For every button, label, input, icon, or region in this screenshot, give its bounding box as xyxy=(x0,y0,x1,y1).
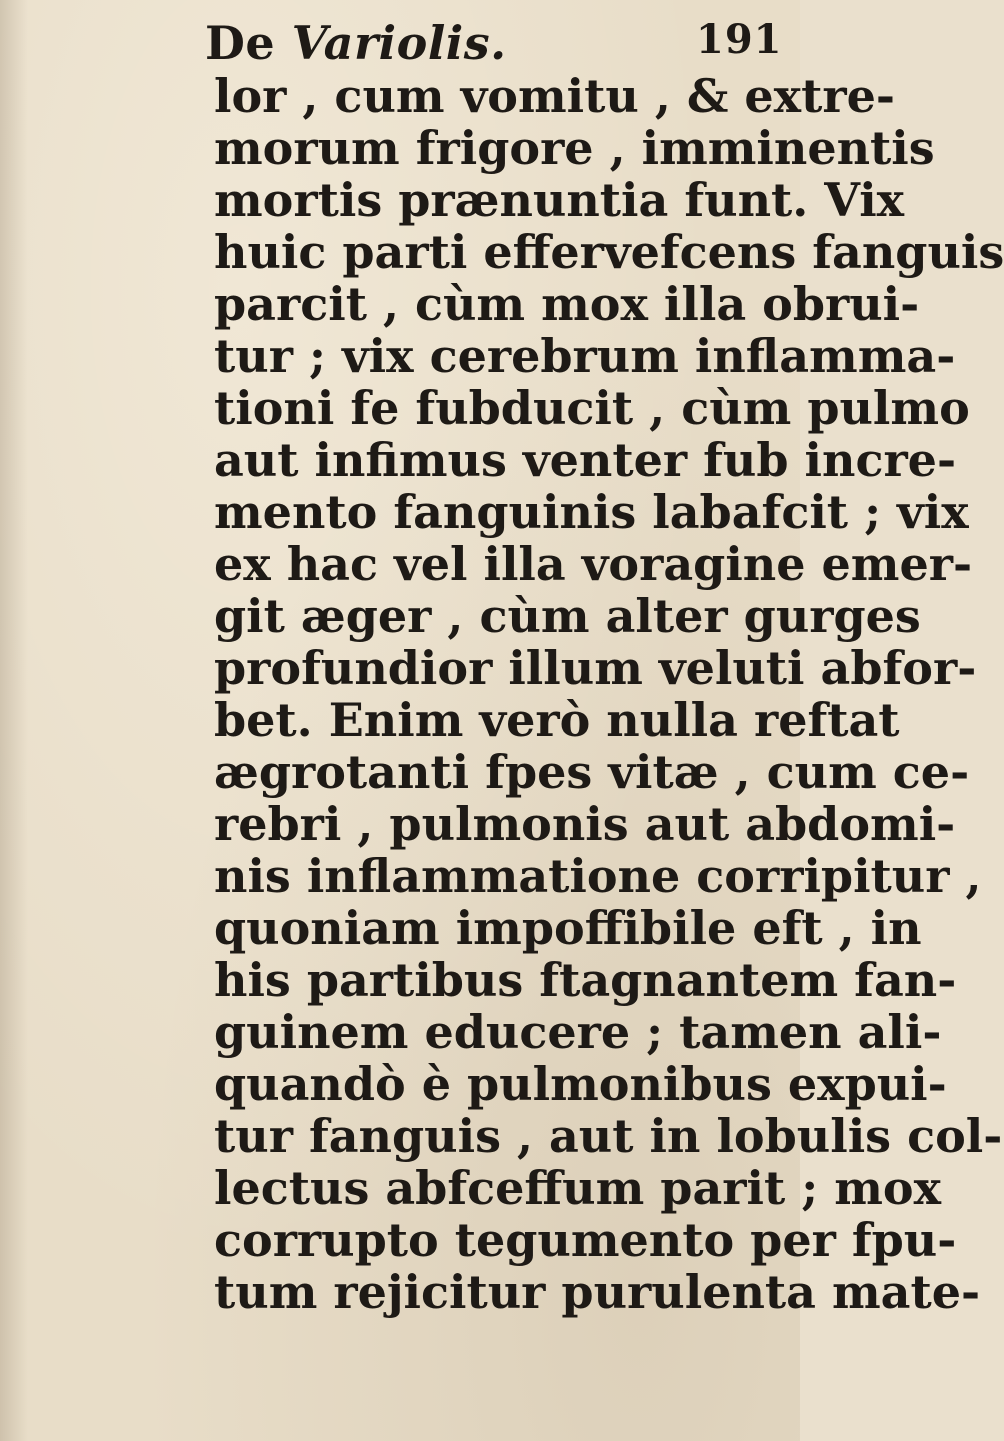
text-line: tioni fe fubducit , cùm pulmo xyxy=(214,381,970,435)
text-line: bet. Enim verò nulla reftat xyxy=(214,693,900,747)
page-number: 191 xyxy=(696,16,783,63)
text-line: rebri , pulmonis aut abdomi- xyxy=(214,797,956,851)
text-line: ægrotanti fpes vitæ , cum ce- xyxy=(214,745,970,799)
text-line: morum frigore , imminentis xyxy=(214,121,935,175)
page-header xyxy=(0,14,800,74)
text-line: nis inflammatione corripitur , xyxy=(214,849,982,903)
text-line: tum rejicitur purulenta mate- xyxy=(214,1265,981,1319)
running-title xyxy=(205,16,507,70)
text-line: git æger , cùm alter gurges xyxy=(214,589,921,643)
text-line: ex hac vel illa voragine emer- xyxy=(214,537,973,591)
text-line: tur fanguis , aut in lobulis col- xyxy=(214,1109,1003,1163)
text-line: huic parti effervefcens fanguis xyxy=(214,225,1004,279)
text-line: mento fanguinis labafcit ; vix xyxy=(214,485,969,539)
text-line: tur ; vix cerebrum inflamma- xyxy=(214,329,956,383)
text-line: quandò è pulmonibus expui- xyxy=(214,1057,947,1111)
text-line: parcit , cùm mox illa obrui- xyxy=(214,277,920,331)
text-line: guinem educere ; tamen ali- xyxy=(214,1005,942,1059)
text-line: mortis prænuntia funt. Vix xyxy=(214,173,905,227)
text-line: quoniam impoffibile eft , in xyxy=(214,901,922,955)
running-title-prefix: De xyxy=(205,16,292,70)
text-line: lor , cum vomitu , & extre- xyxy=(214,69,895,123)
text-line: profundior illum veluti abfor- xyxy=(214,641,977,695)
gutter-shadow xyxy=(0,0,28,1441)
text-line: aut infimus venter fub incre- xyxy=(214,433,957,487)
running-title-italic: Variolis. xyxy=(291,16,507,70)
text-line: corrupto tegumento per fpu- xyxy=(214,1213,957,1267)
text-line: lectus abfceffum parit ; mox xyxy=(214,1161,941,1215)
text-line: his partibus ftagnantem fan- xyxy=(214,953,957,1007)
